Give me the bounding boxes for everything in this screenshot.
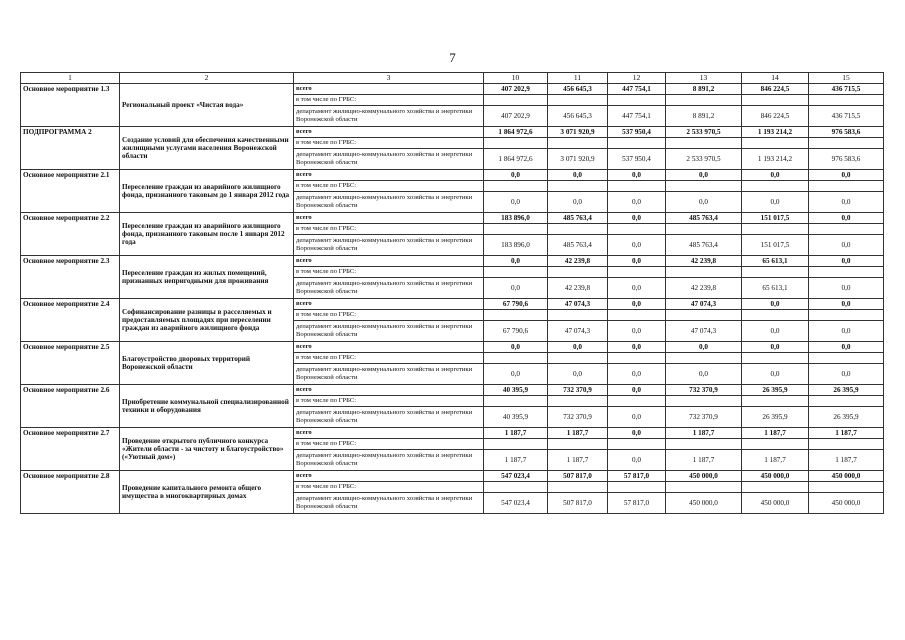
total-value-cell: 976 583,6 [809, 127, 884, 138]
empty-value-cell [484, 439, 548, 450]
total-value-cell: 0,0 [608, 170, 666, 181]
empty-value-cell [809, 396, 884, 407]
empty-value-cell [809, 439, 884, 450]
empty-value-cell [742, 396, 809, 407]
funding-source-including: в том числе по ГРБС: [294, 396, 484, 407]
measure-description: Проведение капитального ремонта общего имущества в многоквартирных домах [120, 471, 294, 514]
empty-value-cell [608, 138, 666, 149]
department-value-cell: 485 763,4 [666, 235, 742, 256]
department-value-cell: 42 239,8 [548, 278, 608, 299]
total-value-cell: 0,0 [608, 256, 666, 267]
empty-value-cell [742, 181, 809, 192]
funding-source-total: всего [294, 471, 484, 482]
department-value-cell: 0,0 [608, 278, 666, 299]
column-header: 12 [608, 73, 666, 84]
empty-value-cell [666, 396, 742, 407]
total-value-cell: 0,0 [666, 170, 742, 181]
funding-source-total: всего [294, 213, 484, 224]
total-value-cell: 151 017,5 [742, 213, 809, 224]
empty-value-cell [548, 267, 608, 278]
empty-value-cell [666, 353, 742, 364]
department-value-cell: 450 000,0 [666, 493, 742, 514]
measure-description: Переселение граждан из аварийного жилищного фонда, признанного таковым до 1 января 2012 года [120, 170, 294, 213]
measure-name: Основное мероприятие 2.2 [21, 213, 120, 256]
department-value-cell: 450 000,0 [809, 493, 884, 514]
empty-value-cell [484, 138, 548, 149]
total-value-cell: 507 817,0 [548, 471, 608, 482]
total-value-cell: 1 187,7 [484, 428, 548, 439]
measure-description: Создание условий для обеспечения качественными жилищными услугами населения Воронежской области [120, 127, 294, 170]
empty-value-cell [608, 95, 666, 106]
total-value-cell: 1 187,7 [666, 428, 742, 439]
funding-source-department: департамент жилищно-коммунального хозяйства и энергетики Воронежской области [294, 364, 484, 385]
total-value-cell: 732 370,9 [666, 385, 742, 396]
total-value-cell: 0,0 [608, 342, 666, 353]
department-value-cell: 47 074,3 [666, 321, 742, 342]
funding-source-including: в том числе по ГРБС: [294, 95, 484, 106]
table-row [21, 256, 884, 267]
empty-value-cell [608, 396, 666, 407]
empty-value-cell [666, 482, 742, 493]
table-row [21, 84, 884, 95]
empty-value-cell [548, 482, 608, 493]
empty-value-cell [666, 267, 742, 278]
total-value-cell: 1 193 214,2 [742, 127, 809, 138]
total-value-cell: 450 000,0 [666, 471, 742, 482]
empty-value-cell [484, 310, 548, 321]
funding-source-total: всего [294, 170, 484, 181]
total-value-cell: 8 891,2 [666, 84, 742, 95]
total-value-cell: 450 000,0 [742, 471, 809, 482]
measure-name: Основное мероприятие 2.8 [21, 471, 120, 514]
empty-value-cell [666, 95, 742, 106]
total-value-cell: 0,0 [742, 170, 809, 181]
department-value-cell: 407 202,9 [484, 106, 548, 127]
department-value-cell: 0,0 [742, 321, 809, 342]
funding-source-department: департамент жилищно-коммунального хозяйства и энергетики Воронежской области [294, 278, 484, 299]
column-header: 3 [294, 73, 484, 84]
department-value-cell: 151 017,5 [742, 235, 809, 256]
empty-value-cell [809, 95, 884, 106]
funding-source-department: департамент жилищно-коммунального хозяйства и энергетики Воронежской области [294, 407, 484, 428]
department-value-cell: 0,0 [484, 192, 548, 213]
department-value-cell: 547 023,4 [484, 493, 548, 514]
department-value-cell: 537 950,4 [608, 149, 666, 170]
total-value-cell: 0,0 [484, 342, 548, 353]
funding-source-total: всего [294, 428, 484, 439]
total-value-cell: 485 763,4 [666, 213, 742, 224]
empty-value-cell [809, 138, 884, 149]
measure-name: Основное мероприятие 2.4 [21, 299, 120, 342]
total-value-cell: 0,0 [608, 213, 666, 224]
total-value-cell: 47 074,3 [666, 299, 742, 310]
empty-value-cell [809, 482, 884, 493]
total-value-cell: 732 370,9 [548, 385, 608, 396]
department-value-cell: 0,0 [666, 364, 742, 385]
total-value-cell: 2 533 970,5 [666, 127, 742, 138]
empty-value-cell [484, 267, 548, 278]
department-value-cell: 67 790,6 [484, 321, 548, 342]
empty-value-cell [809, 224, 884, 235]
department-value-cell: 47 074,3 [548, 321, 608, 342]
department-value-cell: 0,0 [809, 364, 884, 385]
empty-value-cell [548, 224, 608, 235]
funding-source-department: департамент жилищно-коммунального хозяйства и энергетики Воронежской области [294, 321, 484, 342]
department-value-cell: 0,0 [484, 278, 548, 299]
department-value-cell: 0,0 [608, 450, 666, 471]
department-value-cell: 26 395,9 [809, 407, 884, 428]
total-value-cell: 0,0 [548, 342, 608, 353]
department-value-cell: 732 370,9 [548, 407, 608, 428]
table-row [21, 170, 884, 181]
total-value-cell: 0,0 [809, 342, 884, 353]
empty-value-cell [809, 310, 884, 321]
empty-value-cell [484, 95, 548, 106]
empty-value-cell [742, 95, 809, 106]
empty-value-cell [548, 353, 608, 364]
column-header: 11 [548, 73, 608, 84]
department-value-cell: 507 817,0 [548, 493, 608, 514]
department-value-cell: 436 715,5 [809, 106, 884, 127]
table-row [21, 385, 884, 396]
total-value-cell: 485 763,4 [548, 213, 608, 224]
total-value-cell: 0,0 [742, 299, 809, 310]
table-row [21, 213, 884, 224]
total-value-cell: 40 395,9 [484, 385, 548, 396]
department-value-cell: 26 395,9 [742, 407, 809, 428]
measure-name: Основное мероприятие 2.3 [21, 256, 120, 299]
funding-source-including: в том числе по ГРБС: [294, 267, 484, 278]
empty-value-cell [608, 353, 666, 364]
department-value-cell: 1 187,7 [548, 450, 608, 471]
total-value-cell: 0,0 [608, 385, 666, 396]
department-value-cell: 0,0 [809, 278, 884, 299]
department-value-cell: 1 193 214,2 [742, 149, 809, 170]
total-value-cell: 456 645,3 [548, 84, 608, 95]
total-value-cell: 1 187,7 [548, 428, 608, 439]
total-value-cell: 0,0 [809, 256, 884, 267]
funding-source-department: департамент жилищно-коммунального хозяйства и энергетики Воронежской области [294, 235, 484, 256]
empty-value-cell [608, 310, 666, 321]
total-value-cell: 47 074,3 [548, 299, 608, 310]
department-value-cell: 40 395,9 [484, 407, 548, 428]
department-value-cell: 0,0 [548, 192, 608, 213]
total-value-cell: 42 239,8 [666, 256, 742, 267]
department-value-cell: 1 187,7 [742, 450, 809, 471]
empty-value-cell [608, 439, 666, 450]
total-value-cell: 0,0 [608, 428, 666, 439]
empty-value-cell [666, 138, 742, 149]
funding-source-total: всего [294, 127, 484, 138]
department-value-cell: 846 224,5 [742, 106, 809, 127]
department-value-cell: 485 763,4 [548, 235, 608, 256]
measure-description: Переселение граждан из жилых помещений, признанных непригодными для проживания [120, 256, 294, 299]
department-value-cell: 0,0 [809, 321, 884, 342]
funding-source-department: департамент жилищно-коммунального хозяйства и энергетики Воронежской области [294, 450, 484, 471]
empty-value-cell [666, 224, 742, 235]
empty-value-cell [666, 439, 742, 450]
empty-value-cell [548, 439, 608, 450]
total-value-cell: 846 224,5 [742, 84, 809, 95]
funding-source-total: всего [294, 299, 484, 310]
empty-value-cell [809, 267, 884, 278]
total-value-cell: 407 202,9 [484, 84, 548, 95]
column-header: 1 [21, 73, 120, 84]
empty-value-cell [742, 267, 809, 278]
total-value-cell: 3 071 920,9 [548, 127, 608, 138]
empty-value-cell [548, 95, 608, 106]
empty-value-cell [608, 224, 666, 235]
empty-value-cell [548, 396, 608, 407]
total-value-cell: 1 187,7 [809, 428, 884, 439]
department-value-cell: 450 000,0 [742, 493, 809, 514]
empty-value-cell [484, 482, 548, 493]
empty-value-cell [742, 310, 809, 321]
total-value-cell: 0,0 [809, 299, 884, 310]
funding-source-total: всего [294, 84, 484, 95]
department-value-cell: 447 754,1 [608, 106, 666, 127]
department-value-cell: 1 187,7 [484, 450, 548, 471]
department-value-cell: 456 645,3 [548, 106, 608, 127]
column-header: 13 [666, 73, 742, 84]
department-value-cell: 0,0 [608, 364, 666, 385]
total-value-cell: 0,0 [484, 256, 548, 267]
department-value-cell: 42 239,8 [666, 278, 742, 299]
empty-value-cell [608, 181, 666, 192]
department-value-cell: 976 583,6 [809, 149, 884, 170]
funding-source-total: всего [294, 385, 484, 396]
total-value-cell: 26 395,9 [809, 385, 884, 396]
total-value-cell: 0,0 [809, 213, 884, 224]
department-value-cell: 0,0 [608, 407, 666, 428]
total-value-cell: 57 817,0 [608, 471, 666, 482]
funding-source-department: департамент жилищно-коммунального хозяйства и энергетики Воронежской области [294, 192, 484, 213]
empty-value-cell [742, 353, 809, 364]
total-value-cell: 26 395,9 [742, 385, 809, 396]
department-value-cell: 3 071 920,9 [548, 149, 608, 170]
department-value-cell: 1 187,7 [809, 450, 884, 471]
department-value-cell: 183 896,0 [484, 235, 548, 256]
measure-name: ПОДПРОГРАММА 2 [21, 127, 120, 170]
column-header: 15 [809, 73, 884, 84]
funding-source-department: департамент жилищно-коммунального хозяйства и энергетики Воронежской области [294, 493, 484, 514]
empty-value-cell [742, 138, 809, 149]
funding-source-including: в том числе по ГРБС: [294, 353, 484, 364]
column-header: 2 [120, 73, 294, 84]
funding-source-including: в том числе по ГРБС: [294, 482, 484, 493]
empty-value-cell [742, 224, 809, 235]
empty-value-cell [484, 181, 548, 192]
department-value-cell: 0,0 [608, 235, 666, 256]
funding-source-department: департамент жилищно-коммунального хозяйства и энергетики Воронежской области [294, 106, 484, 127]
measure-description: Приобретение коммунальной специализированной техники и оборудования [120, 385, 294, 428]
empty-value-cell [484, 396, 548, 407]
table-row [21, 342, 884, 353]
total-value-cell: 67 790,6 [484, 299, 548, 310]
department-value-cell: 0,0 [608, 192, 666, 213]
empty-value-cell [742, 482, 809, 493]
total-value-cell: 547 023,4 [484, 471, 548, 482]
empty-value-cell [548, 138, 608, 149]
measure-name: Основное мероприятие 2.1 [21, 170, 120, 213]
header-row [21, 73, 884, 84]
total-value-cell: 183 896,0 [484, 213, 548, 224]
empty-value-cell [548, 181, 608, 192]
total-value-cell: 0,0 [742, 342, 809, 353]
empty-value-cell [484, 224, 548, 235]
table-row [21, 471, 884, 482]
empty-value-cell [608, 267, 666, 278]
measure-name: Основное мероприятие 2.6 [21, 385, 120, 428]
measure-description: Проведение открытого публичного конкурса «Жители области - за чистоту и благоустройство» («Уютный дом») [120, 428, 294, 471]
department-value-cell: 8 891,2 [666, 106, 742, 127]
total-value-cell: 65 613,1 [742, 256, 809, 267]
empty-value-cell [484, 353, 548, 364]
column-header: 14 [742, 73, 809, 84]
department-value-cell: 0,0 [742, 192, 809, 213]
empty-value-cell [548, 310, 608, 321]
empty-value-cell [809, 353, 884, 364]
department-value-cell: 0,0 [666, 192, 742, 213]
funding-source-total: всего [294, 342, 484, 353]
funding-source-including: в том числе по ГРБС: [294, 310, 484, 321]
measure-name: Основное мероприятие 2.5 [21, 342, 120, 385]
total-value-cell: 42 239,8 [548, 256, 608, 267]
department-value-cell: 65 613,1 [742, 278, 809, 299]
measure-name: Основное мероприятие 2.7 [21, 428, 120, 471]
funding-source-including: в том числе по ГРБС: [294, 224, 484, 235]
measure-description: Переселение граждан из аварийного жилищного фонда, признанного таковым после 1 января 2012 года [120, 213, 294, 256]
funding-source-including: в том числе по ГРБС: [294, 439, 484, 450]
total-value-cell: 0,0 [809, 170, 884, 181]
total-value-cell: 1 187,7 [742, 428, 809, 439]
department-value-cell: 1 187,7 [666, 450, 742, 471]
total-value-cell: 436 715,5 [809, 84, 884, 95]
department-value-cell: 0,0 [484, 364, 548, 385]
page-number: 7 [449, 50, 456, 65]
total-value-cell: 537 950,4 [608, 127, 666, 138]
column-header: 10 [484, 73, 548, 84]
total-value-cell: 0,0 [666, 342, 742, 353]
department-value-cell: 57 817,0 [608, 493, 666, 514]
department-value-cell: 0,0 [809, 235, 884, 256]
department-value-cell: 0,0 [809, 192, 884, 213]
department-value-cell: 1 864 972,6 [484, 149, 548, 170]
department-value-cell: 732 370,9 [666, 407, 742, 428]
table-row [21, 127, 884, 138]
measure-description: Благоустройство дворовых территорий Воронежской области [120, 342, 294, 385]
department-value-cell: 2 533 970,5 [666, 149, 742, 170]
empty-value-cell [742, 439, 809, 450]
funding-source-department: департамент жилищно-коммунального хозяйства и энергетики Воронежской области [294, 149, 484, 170]
total-value-cell: 450 000,0 [809, 471, 884, 482]
empty-value-cell [809, 181, 884, 192]
empty-value-cell [666, 310, 742, 321]
total-value-cell: 0,0 [548, 170, 608, 181]
table-row [21, 428, 884, 439]
total-value-cell: 447 754,1 [608, 84, 666, 95]
total-value-cell: 0,0 [608, 299, 666, 310]
budget-table [20, 72, 884, 514]
department-value-cell: 0,0 [548, 364, 608, 385]
total-value-cell: 0,0 [484, 170, 548, 181]
empty-value-cell [608, 482, 666, 493]
department-value-cell: 0,0 [608, 321, 666, 342]
empty-value-cell [666, 181, 742, 192]
total-value-cell: 1 864 972,6 [484, 127, 548, 138]
measure-description: Софинансирование разницы в расселяемых и предоставляемых площадях при переселении граждан из аварийного жилищного фонда [120, 299, 294, 342]
measure-name: Основное мероприятие 1.3 [21, 84, 120, 127]
funding-source-total: всего [294, 256, 484, 267]
funding-source-including: в том числе по ГРБС: [294, 138, 484, 149]
table-body [21, 73, 884, 514]
measure-description: Региональный проект «Чистая вода» [120, 84, 294, 127]
funding-source-including: в том числе по ГРБС: [294, 181, 484, 192]
table-row [21, 299, 884, 310]
department-value-cell: 0,0 [742, 364, 809, 385]
